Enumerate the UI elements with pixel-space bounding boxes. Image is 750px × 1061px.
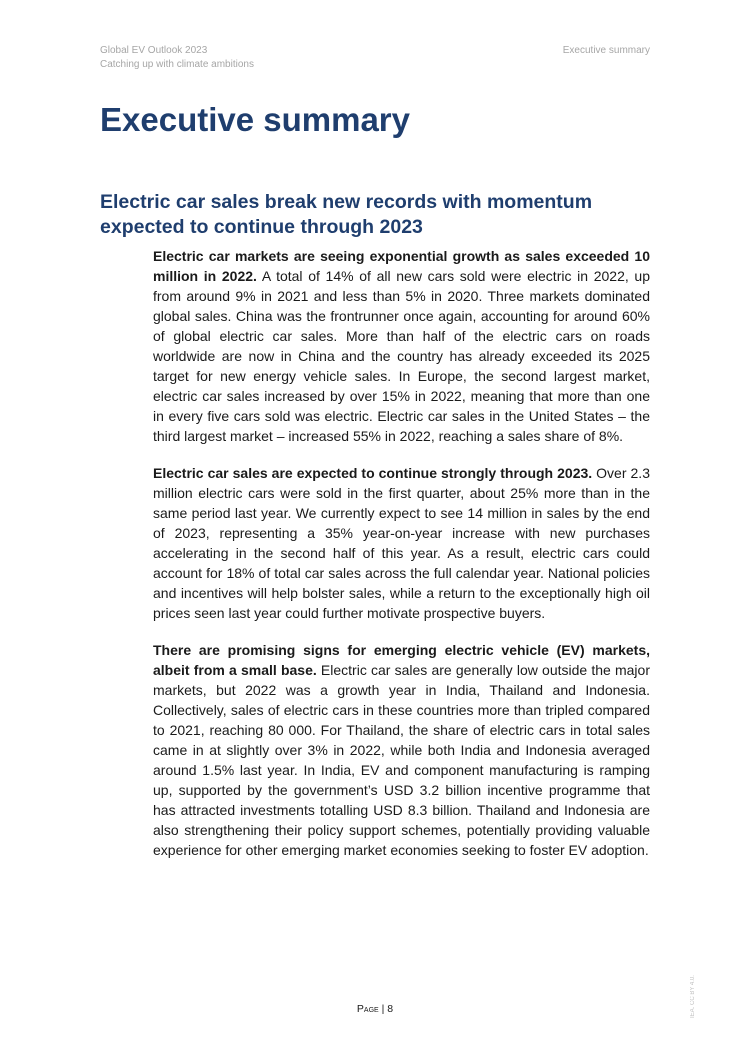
paragraph-lead: There are promising signs for emerging electric vehicle (EV) markets, albeit from a small base. bbox=[153, 642, 650, 678]
page-label: Page bbox=[356, 1003, 379, 1015]
section-heading: Electric car sales break new records with momentum expected to continue through 2023 bbox=[100, 191, 593, 238]
page-number: 8 bbox=[387, 1003, 394, 1015]
paragraph-text: Electric car sales are generally low outside the major markets, but 2022 was a growth year in India, Thailand and Indonesia. Collectively, sales of electric cars in these countries more than tripled compared to 2021, reaching 80 000. For Thailand, the share of electric cars in total sales came in at slightly over 3% in 2022, while both India and Indonesia averaged around 1.5% last year. In India, EV and component manufacturing is ramping up, supported by the government’s USD 3.2 billion incentive programme that has attracted investments totalling USD 8.3 billion. Thailand and Indonesia are also strengthening their policy support schemes, potentially providing valuable experience for other emerging market economies seeking to foster EV adoption. bbox=[153, 662, 650, 858]
paragraph bbox=[153, 463, 650, 623]
paragraph-lead: Electric car markets are seeing exponential growth as sales exceeded 10 million in 2022. bbox=[153, 248, 650, 284]
paragraph bbox=[153, 246, 650, 446]
running-header-left bbox=[100, 44, 254, 72]
paragraph bbox=[153, 640, 650, 860]
page-separator: | bbox=[378, 1003, 388, 1015]
body-text bbox=[153, 246, 650, 877]
paragraph-text: Over 2.3 million electric cars were sold in the first quarter, about 25% more than in the same period last year. We currently expect to see 14 million in sales by the end of 2023, representing a 35% year-on-year increase with new purchases accelerating in the second half of this year. As a result, electric cars could account for 18% of total car sales across the full calendar year. National policies and incentives will help bolster sales, while a return to the exceptionally high oil prices seen last year could further motivate prospective buyers. bbox=[153, 465, 650, 621]
license-note: IEA. CC BY 4.0. bbox=[690, 975, 696, 1018]
paragraph-lead: Electric car sales are expected to continue strongly through 2023. bbox=[153, 465, 593, 481]
page-title: Executive summary bbox=[100, 101, 411, 138]
running-header-section: Executive summary bbox=[562, 45, 650, 56]
page-footer bbox=[0, 1003, 750, 1015]
report-subtitle: Catching up with climate ambitions bbox=[100, 59, 254, 70]
report-title: Global EV Outlook 2023 bbox=[100, 45, 208, 56]
paragraph-text: A total of 14% of all new cars sold were electric in 2022, up from around 9% in 2021 and less than 5% in 2020. Three markets dominated global sales. China was the frontrunner once again, accounting for around 60% of global electric car sales. More than half of the electric cars on roads worldwide are now in China and the country has already exceeded its 2025 target for new energy vehicle sales. In Europe, the second largest market, electric car sales increased by over 15% in 2022, meaning that more than one in every five cars sold was electric. Electric car sales in the United States – the third largest market – increased 55% in 2022, reaching a sales share of 8%. bbox=[153, 268, 650, 444]
